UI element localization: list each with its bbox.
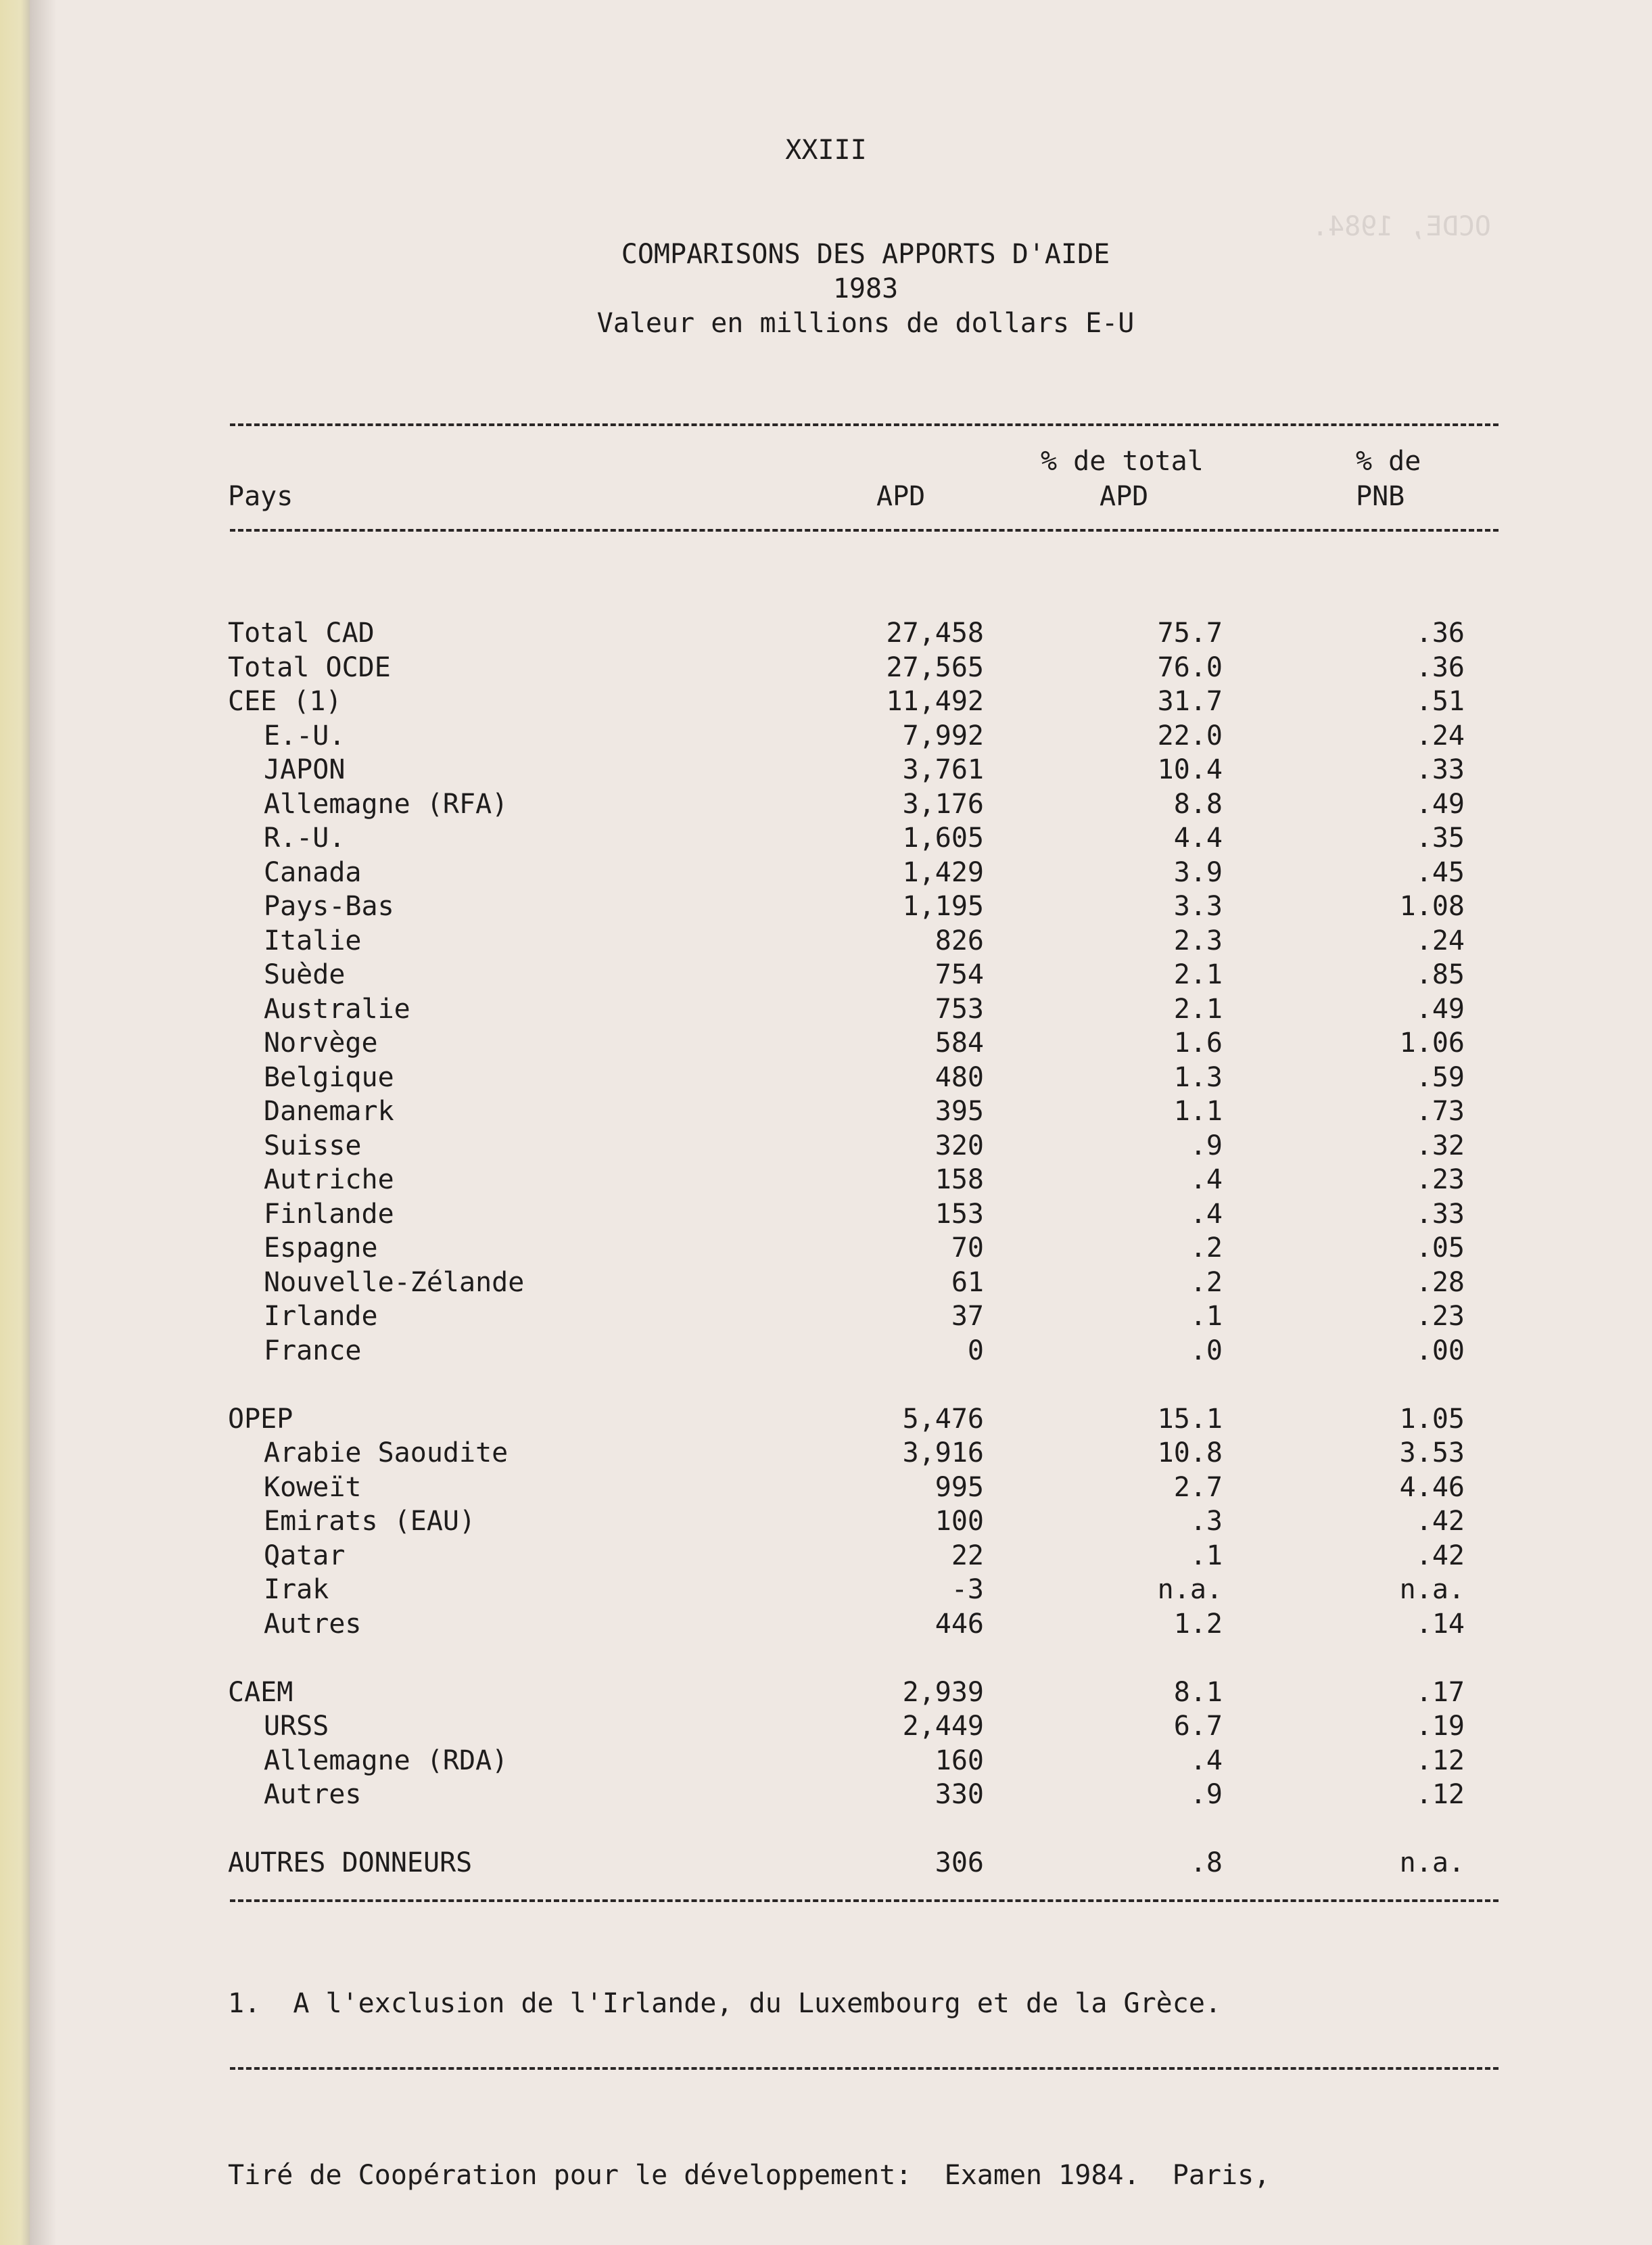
table-row: [0, 889, 1652, 923]
header-pnb: PNB: [1356, 481, 1405, 512]
country-name: Irak: [264, 1574, 329, 1605]
table-row: [0, 856, 1652, 889]
apd-value: 995: [935, 1472, 984, 1503]
table-row: [0, 787, 1652, 821]
country-name: Belgique: [264, 1062, 394, 1093]
pct-pnb-value: .35: [1415, 823, 1465, 854]
apd-value: 7,992: [902, 720, 984, 751]
header-pct-pnb: % de: [1356, 446, 1421, 477]
table-row: [0, 1026, 1652, 1060]
pct-total-value: 3.3: [1173, 891, 1223, 922]
pct-total-value: 2.3: [1173, 925, 1223, 956]
table-row: [0, 1402, 1652, 1436]
table-row: [0, 1334, 1652, 1368]
table-row: [0, 1436, 1652, 1470]
apd-value: -3: [951, 1574, 984, 1605]
pct-pnb-value: .23: [1415, 1301, 1465, 1332]
country-name: Qatar: [264, 1540, 346, 1571]
pct-pnb-value: .17: [1415, 1677, 1465, 1708]
table-row: [0, 616, 1652, 650]
pct-total-value: .4: [1189, 1745, 1223, 1776]
country-name: Autres: [264, 1608, 362, 1640]
table-row: [0, 1709, 1652, 1743]
table-subtitle: Valeur en millions de dollars E-U: [596, 308, 1135, 339]
country-name: Finlande: [264, 1199, 394, 1230]
pct-pnb-value: .14: [1415, 1608, 1465, 1640]
pct-pnb-value: .24: [1415, 720, 1465, 751]
pct-pnb-value: .49: [1415, 994, 1465, 1025]
apd-value: 5,476: [902, 1404, 984, 1435]
pct-total-value: 2.1: [1173, 994, 1223, 1025]
pct-pnb-value: 1.05: [1399, 1404, 1465, 1435]
pct-pnb-value: .32: [1415, 1130, 1465, 1161]
table-row: [0, 1163, 1652, 1197]
country-name: CEE (1): [228, 686, 342, 717]
apd-value: 3,916: [902, 1437, 984, 1468]
table-row: [0, 685, 1652, 718]
pct-total-value: 76.0: [1157, 652, 1223, 683]
apd-value: 100: [935, 1506, 984, 1537]
table-row: [0, 651, 1652, 685]
table-row: [0, 958, 1652, 992]
apd-value: 61: [951, 1267, 984, 1298]
table-row: [0, 992, 1652, 1026]
pct-total-value: 3.9: [1173, 857, 1223, 888]
country-name: OPEP: [228, 1404, 293, 1435]
apd-value: 37: [951, 1301, 984, 1332]
country-name: France: [264, 1335, 362, 1366]
apd-value: 2,449: [902, 1711, 984, 1742]
apd-value: 753: [935, 994, 984, 1025]
apd-value: 826: [935, 925, 984, 956]
header-rule-bottom: [230, 529, 1498, 532]
country-name: Norvège: [264, 1027, 378, 1059]
pct-total-value: .8: [1189, 1847, 1223, 1878]
pct-pnb-value: 3.53: [1399, 1437, 1465, 1468]
pct-total-value: 2.1: [1173, 959, 1223, 990]
pct-pnb-value: .33: [1415, 1199, 1465, 1230]
apd-value: 158: [935, 1164, 984, 1195]
table-row: [0, 753, 1652, 787]
table-row: [0, 1197, 1652, 1231]
apd-value: 754: [935, 959, 984, 990]
apd-value: 0: [967, 1335, 984, 1366]
table-row: [0, 1129, 1652, 1163]
table-row: [0, 1299, 1652, 1333]
pct-pnb-value: n.a.: [1399, 1574, 1465, 1605]
apd-value: 320: [935, 1130, 984, 1161]
country-name: Emirats (EAU): [264, 1506, 476, 1537]
pct-total-value: .3: [1189, 1506, 1223, 1537]
pct-pnb-value: .42: [1415, 1506, 1465, 1537]
table-row: [0, 1846, 1652, 1880]
apd-value: 1,195: [902, 891, 984, 922]
pct-pnb-value: .19: [1415, 1711, 1465, 1742]
pct-pnb-value: .36: [1415, 618, 1465, 649]
pct-total-value: 22.0: [1157, 720, 1223, 751]
apd-value: 306: [935, 1847, 984, 1878]
apd-value: 160: [935, 1745, 984, 1776]
apd-value: 480: [935, 1062, 984, 1093]
country-name: CAEM: [228, 1677, 293, 1708]
pct-total-value: .2: [1189, 1267, 1223, 1298]
table-row: [0, 1231, 1652, 1265]
apd-value: 3,761: [902, 754, 984, 785]
pct-total-value: .0: [1189, 1335, 1223, 1366]
pct-pnb-value: .23: [1415, 1164, 1465, 1195]
pct-pnb-value: .00: [1415, 1335, 1465, 1366]
bleed-through-text: OCDE, 1984.: [1312, 211, 1491, 242]
country-name: Espagne: [264, 1232, 378, 1264]
footnote-rule: [230, 2067, 1498, 2070]
country-name: Arabie Saoudite: [264, 1437, 509, 1468]
country-name: Allemagne (RDA): [264, 1745, 509, 1776]
pct-total-value: 10.8: [1157, 1437, 1223, 1468]
pct-pnb-value: .51: [1415, 686, 1465, 717]
pct-pnb-value: .85: [1415, 959, 1465, 990]
table-row: [0, 821, 1652, 855]
pct-total-value: 75.7: [1157, 618, 1223, 649]
apd-value: 22: [951, 1540, 984, 1571]
apd-value: 446: [935, 1608, 984, 1640]
header-rule-top: [230, 423, 1498, 426]
table-row: [0, 1573, 1652, 1606]
apd-value: 70: [951, 1232, 984, 1264]
apd-value: 27,458: [886, 618, 984, 649]
country-name: Canada: [264, 857, 362, 888]
table-year: 1983: [832, 273, 899, 304]
pct-total-value: .1: [1189, 1301, 1223, 1332]
table-row: [0, 1094, 1652, 1128]
source-line: Tiré de Coopération pour le développement: Examen 1984. Paris,: [228, 2160, 1271, 2191]
table-row: [0, 1607, 1652, 1641]
table-row: [0, 1061, 1652, 1094]
country-name: Pays-Bas: [264, 891, 394, 922]
pct-total-value: 15.1: [1157, 1404, 1223, 1435]
apd-value: 1,429: [902, 857, 984, 888]
apd-value: 395: [935, 1096, 984, 1127]
pct-pnb-value: .45: [1415, 857, 1465, 888]
pct-total-value: n.a.: [1157, 1574, 1223, 1605]
table-rule-bottom: [230, 1899, 1498, 1902]
pct-total-value: 1.2: [1173, 1608, 1223, 1640]
apd-value: 3,176: [902, 789, 984, 820]
country-name: Total OCDE: [228, 652, 391, 683]
pct-pnb-value: .33: [1415, 754, 1465, 785]
pct-total-value: 8.1: [1173, 1677, 1223, 1708]
apd-value: 584: [935, 1027, 984, 1059]
pct-total-value: .4: [1189, 1164, 1223, 1195]
header-pct-total-apd: APD: [1100, 481, 1149, 512]
country-name: Suisse: [264, 1130, 362, 1161]
pct-pnb-value: n.a.: [1399, 1847, 1465, 1878]
country-name: Koweït: [264, 1472, 362, 1503]
page-number: XXIII: [785, 135, 867, 166]
country-name: Australie: [264, 994, 410, 1025]
apd-value: 330: [935, 1779, 984, 1810]
pct-total-value: .9: [1189, 1779, 1223, 1810]
table-row: [0, 1675, 1652, 1709]
pct-total-value: 1.1: [1173, 1096, 1223, 1127]
header-pays: Pays: [228, 481, 293, 512]
country-name: AUTRES DONNEURS: [228, 1847, 473, 1878]
country-name: Autriche: [264, 1164, 394, 1195]
pct-total-value: .1: [1189, 1540, 1223, 1571]
country-name: Allemagne (RFA): [264, 789, 509, 820]
table-row: [0, 1539, 1652, 1573]
country-name: E.-U.: [264, 720, 346, 751]
table-row: [0, 719, 1652, 753]
header-pct-total: % de total: [1041, 446, 1204, 477]
country-name: Suède: [264, 959, 346, 990]
pct-pnb-value: .73: [1415, 1096, 1465, 1127]
country-name: Autres: [264, 1779, 362, 1810]
pct-pnb-value: .36: [1415, 652, 1465, 683]
country-name: Danemark: [264, 1096, 394, 1127]
country-name: URSS: [264, 1711, 329, 1742]
pct-pnb-value: .12: [1415, 1779, 1465, 1810]
pct-pnb-value: .05: [1415, 1232, 1465, 1264]
pct-total-value: 6.7: [1173, 1711, 1223, 1742]
pct-total-value: 1.3: [1173, 1062, 1223, 1093]
pct-pnb-value: .49: [1415, 789, 1465, 820]
pct-total-value: 31.7: [1157, 686, 1223, 717]
country-name: Italie: [264, 925, 362, 956]
pct-pnb-value: .24: [1415, 925, 1465, 956]
pct-total-value: 4.4: [1173, 823, 1223, 854]
pct-pnb-value: 1.08: [1399, 891, 1465, 922]
pct-total-value: .9: [1189, 1130, 1223, 1161]
country-name: Total CAD: [228, 618, 375, 649]
pct-total-value: 2.7: [1173, 1472, 1223, 1503]
pct-total-value: 8.8: [1173, 789, 1223, 820]
pct-pnb-value: 1.06: [1399, 1027, 1465, 1059]
apd-value: 11,492: [886, 686, 984, 717]
table-title: COMPARISONS DES APPORTS D'AIDE: [621, 239, 1110, 270]
country-name: R.-U.: [264, 823, 346, 854]
pct-total-value: .4: [1189, 1199, 1223, 1230]
apd-value: 1,605: [902, 823, 984, 854]
pct-pnb-value: .28: [1415, 1267, 1465, 1298]
table-row: [0, 1266, 1652, 1299]
table-row: [0, 1504, 1652, 1538]
country-name: JAPON: [264, 754, 346, 785]
pct-pnb-value: 4.46: [1399, 1472, 1465, 1503]
pct-total-value: .2: [1189, 1232, 1223, 1264]
pct-pnb-value: .42: [1415, 1540, 1465, 1571]
pct-total-value: 10.4: [1157, 754, 1223, 785]
country-name: Irlande: [264, 1301, 378, 1332]
table-row: [0, 1778, 1652, 1811]
country-name: Nouvelle-Zélande: [264, 1267, 525, 1298]
apd-value: 153: [935, 1199, 984, 1230]
pct-pnb-value: .59: [1415, 1062, 1465, 1093]
apd-value: 2,939: [902, 1677, 984, 1708]
pct-total-value: 1.6: [1173, 1027, 1223, 1059]
apd-value: 27,565: [886, 652, 984, 683]
pct-pnb-value: .12: [1415, 1745, 1465, 1776]
table-row: [0, 924, 1652, 958]
footnote: 1. A l'exclusion de l'Irlande, du Luxembourg et de la Grèce.: [228, 1988, 1222, 2019]
header-apd: APD: [876, 481, 926, 512]
table-row: [0, 1471, 1652, 1504]
table-row: [0, 1744, 1652, 1778]
